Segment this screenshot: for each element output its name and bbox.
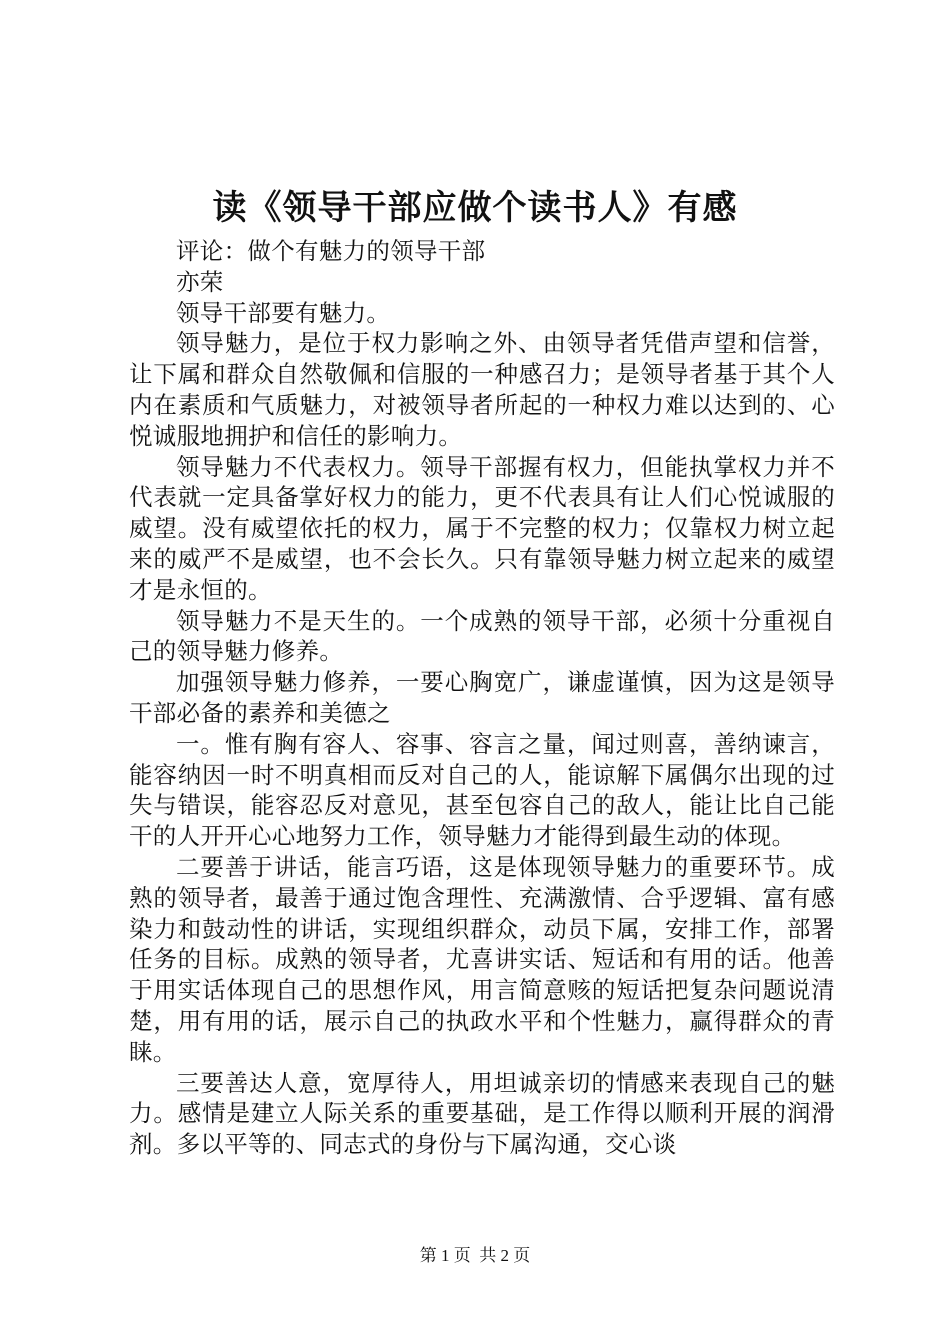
paragraph: 加强领导魅力修养，一要心胸宽广，谦虚谨慎，因为这是领导干部必备的素养和美德之 bbox=[129, 668, 835, 727]
paragraph: 领导魅力不是天生的。一个成熟的领导干部，必须十分重视自己的领导魅力修养。 bbox=[129, 606, 835, 666]
document-title: 读《领导干部应做个读书人》有感 bbox=[212, 188, 738, 228]
page-footer bbox=[0, 1244, 950, 1268]
paragraph: 领导魅力，是位于权力影响之外、由领导者凭借声望和信誉，让下属和群众自然敬佩和信服的一种感召力；是领导者基于其个人内在素质和气质魅力，对被领导者所起的一种权力难以达到的、心悦诚服地拥护和信任的影响力。 bbox=[129, 329, 835, 450]
paragraph: 领导干部要有魅力。 bbox=[176, 298, 391, 327]
paragraph: 三要善达人意，宽厚待人，用坦诚亲切的情感来表现自己的魅力。感情是建立人际关系的重要基础，是工作得以顺利开展的润滑剂。多以平等的、同志式的身份与下属沟通，交心谈 bbox=[129, 1068, 835, 1159]
paragraph: 二要善于讲话，能言巧语，这是体现领导魅力的重要环节。成熟的领导者，最善于通过饱含理性、充满激情、合乎逻辑、富有感染力和鼓动性的讲话，实现组织群众，动员下属，安排工作，部署任务的目标。成熟的领导者，尤喜讲实话、短话和有用的话。他善于用实话体现自己的思想作风，用言简意赅的短话把复杂问题说清楚，用有用的话，展示自己的执政水平和个性魅力，赢得群众的青睐。 bbox=[129, 852, 835, 1066]
document-body bbox=[129, 236, 835, 1160]
paragraph: 一。惟有胸有容人、容事、容言之量，闻过则喜，善纳谏言，能容纳因一时不明真相而反对自己的人，能谅解下属偶尔出现的过失与错误，能容忍反对意见，甚至包容自己的敌人，能让比自己能干的人开开心心地努力工作，领导魅力才能得到最生动的体现。 bbox=[129, 729, 835, 851]
page-number: 第 1 页 共 2 页 bbox=[419, 1246, 531, 1265]
paragraph-comment-heading: 评论：做个有魅力的领导干部 bbox=[176, 237, 486, 265]
paragraph-author: 亦荣 bbox=[176, 267, 224, 296]
paragraph: 领导魅力不代表权力。领导干部握有权力，但能执掌权力并不代表就一定具备掌好权力的能力，更不代表具有让人们心悦诚服的威望。没有威望依托的权力，属于不完整的权力；仅靠权力树立起来的威严不是威望，也不会长久。只有靠领导魅力树立起来的威望才是永恒的。 bbox=[129, 452, 835, 604]
